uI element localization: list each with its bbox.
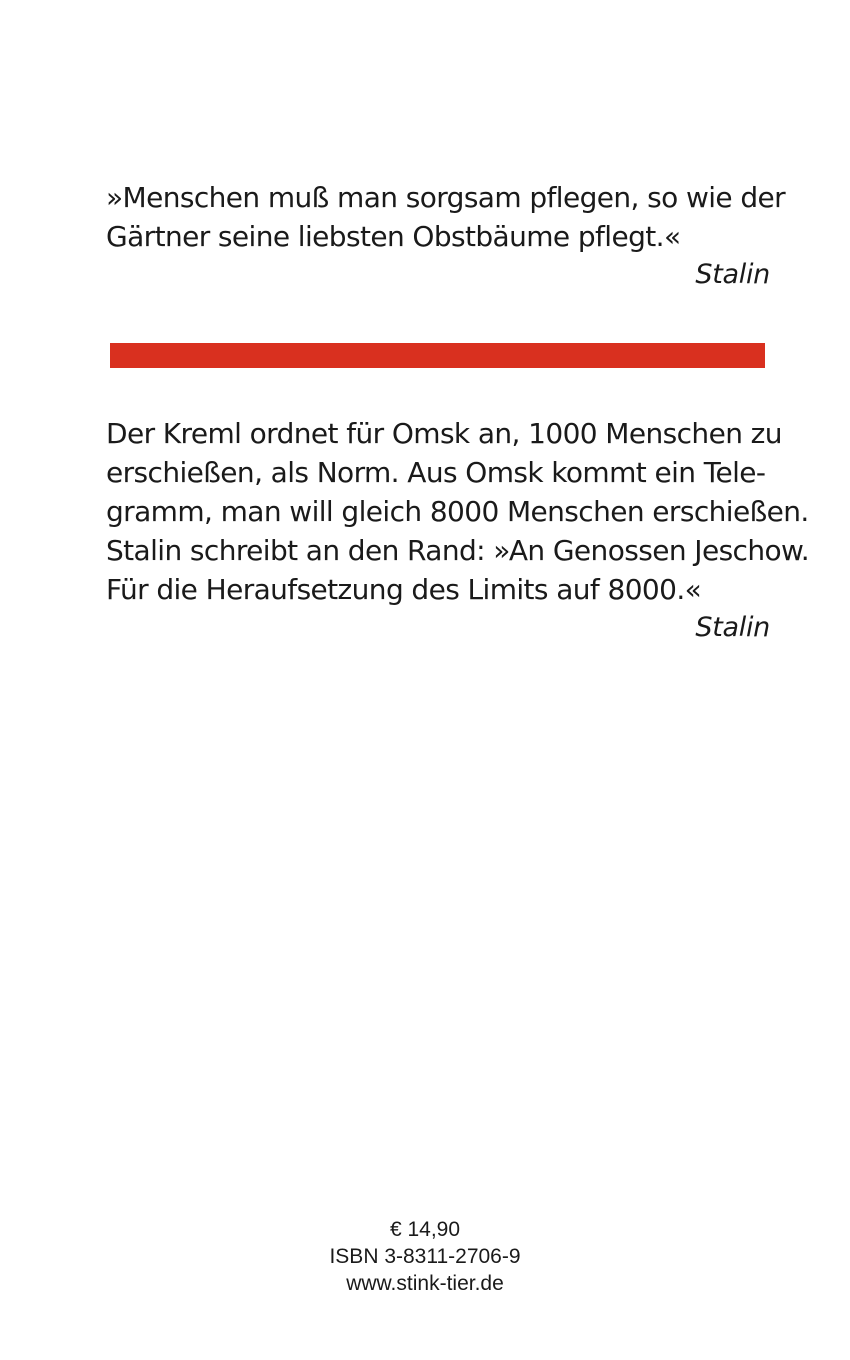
quote-line: Stalin schreibt an den Rand: »An Genossen Jeschow.: [106, 534, 810, 567]
quote-line: »Menschen muß man sorgsam pflegen, so wie der: [106, 181, 786, 214]
quote-attribution: Stalin: [695, 259, 770, 290]
isbn: ISBN 3-8311-2706-9: [329, 1245, 521, 1268]
second-quote: [106, 414, 810, 647]
price: € 14,90: [389, 1218, 461, 1241]
quote-line: Der Kreml ordnet für Omsk an, 1000 Menschen zu: [106, 417, 782, 450]
first-quote: [106, 178, 786, 294]
quote-line: erschießen, als Norm. Aus Omsk kommt ein Tele-: [106, 456, 766, 489]
quote-line: Gärtner seine liebsten Obstbäume pflegt.«: [106, 220, 681, 253]
quote-line: Für die Heraufsetzung des Limits auf 8000.«: [106, 573, 702, 606]
quote-attribution: Stalin: [695, 612, 770, 643]
back-cover-footer: [0, 1216, 850, 1297]
red-divider-bar: [110, 343, 765, 368]
website-link[interactable]: www.stink-tier.de: [346, 1272, 504, 1295]
quote-line: gramm, man will gleich 8000 Menschen erschießen.: [106, 495, 809, 528]
